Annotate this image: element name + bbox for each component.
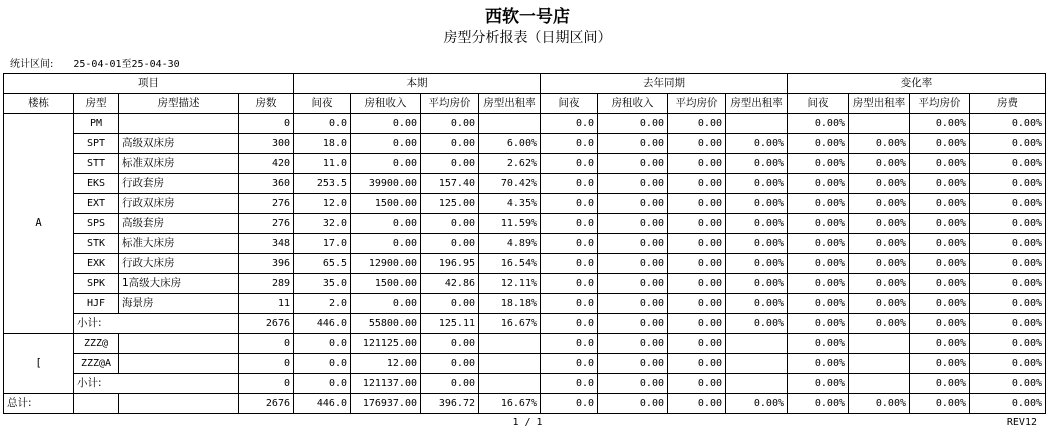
col-cur-avg: 平均房价 [421,94,479,114]
metric-cell: 0.00% [910,314,970,334]
metric-cell [479,334,541,354]
rooms-count: 0 [239,374,294,394]
metric-cell: 0.0 [541,174,598,194]
roomtype-desc: 高级套房 [119,214,239,234]
metric-cell: 35.0 [294,274,351,294]
metric-cell: 0.00% [970,334,1046,354]
metric-cell: 12.00 [351,354,421,374]
roomtype-code: EXK [74,254,119,274]
metric-cell: 396.72 [421,394,479,414]
metric-cell: 12.0 [294,194,351,214]
metric-cell: 0.00% [788,354,849,374]
metric-cell: 0.00 [598,254,668,274]
empty-cell [119,394,239,414]
table-row [4,134,1046,154]
metric-cell: 0.0 [541,254,598,274]
metric-cell: 0.00% [910,214,970,234]
roomtype-desc [119,354,239,374]
revision-label: REV12 [1006,417,1037,428]
roomtype-desc: 行政双床房 [119,194,239,214]
table-row [4,174,1046,194]
metric-cell: 17.0 [294,234,351,254]
metric-cell: 0.00% [726,174,788,194]
metric-cell: 0.00 [421,134,479,154]
metric-cell [479,114,541,134]
metric-cell: 0.00 [351,134,421,154]
metric-cell: 0.00% [910,274,970,294]
metric-cell: 0.00% [970,214,1046,234]
metric-cell: 0.00% [726,194,788,214]
metric-cell: 0.0 [541,314,598,334]
metric-cell: 0.00 [598,394,668,414]
metric-cell: 0.00% [726,154,788,174]
metric-cell [849,114,910,134]
metric-cell: 4.35% [479,194,541,214]
rooms-count: 0 [239,334,294,354]
metric-cell: 0.00 [668,314,726,334]
metric-cell: 0.0 [294,354,351,374]
metric-cell: 0.00% [910,254,970,274]
roomtype-desc: 标准双床房 [119,154,239,174]
metric-cell [726,374,788,394]
total-label: 总计: [4,394,74,414]
metric-cell: 0.00% [970,274,1046,294]
rooms-count: 289 [239,274,294,294]
metric-cell: 0.0 [541,374,598,394]
metric-cell: 0.00% [726,214,788,234]
metric-cell: 0.0 [541,394,598,414]
metric-cell: 0.00% [910,234,970,254]
col-cur-nights: 间夜 [294,94,351,114]
metric-cell: 0.00% [788,374,849,394]
metric-cell: 0.00% [726,234,788,254]
metric-cell: 0.00% [726,394,788,414]
metric-cell: 196.95 [421,254,479,274]
roomtype-code: STT [74,154,119,174]
metric-cell: 39900.00 [351,174,421,194]
roomtype-code: SPS [74,214,119,234]
metric-cell: 11.0 [294,154,351,174]
metric-cell: 0.0 [541,294,598,314]
metric-cell: 18.18% [479,294,541,314]
metric-cell [479,374,541,394]
table-row [4,114,1046,134]
rooms-count: 0 [239,114,294,134]
metric-cell: 0.00 [598,114,668,134]
rooms-count: 420 [239,154,294,174]
metric-cell: 16.67% [479,394,541,414]
table-row [4,354,1046,374]
metric-cell: 0.00% [849,234,910,254]
col-chg-avg: 平均房价 [910,94,970,114]
table-row [4,194,1046,214]
metric-cell: 0.00% [970,394,1046,414]
metric-cell: 65.5 [294,254,351,274]
roomtype-desc: 标准大床房 [119,234,239,254]
roomtype-desc: 1高级大床房 [119,274,239,294]
rooms-count: 300 [239,134,294,154]
metric-cell: 0.00% [788,334,849,354]
metric-cell: 0.0 [541,114,598,134]
metric-cell: 0.00% [910,194,970,214]
metric-cell: 0.00 [598,294,668,314]
metric-cell: 0.0 [541,234,598,254]
roomtype-desc: 行政套房 [119,174,239,194]
metric-cell: 0.00% [970,234,1046,254]
table-row [4,214,1046,234]
roomtype-code: SPK [74,274,119,294]
metric-cell: 157.40 [421,174,479,194]
col-cur-revenue: 房租收入 [351,94,421,114]
metric-cell: 0.00% [849,214,910,234]
metric-cell: 6.00% [479,134,541,154]
roomtype-desc [119,334,239,354]
metric-cell: 0.0 [541,354,598,374]
page-number: 1 / 1 [512,417,543,428]
metric-cell: 0.00% [788,394,849,414]
report-subtitle: 房型分析报表（日期区间） [443,30,612,46]
metric-cell: 0.0 [541,194,598,214]
metric-cell: 0.00 [598,354,668,374]
metric-cell: 121137.00 [351,374,421,394]
metric-cell: 0.00 [421,354,479,374]
metric-cell: 42.86 [421,274,479,294]
metric-cell: 0.00 [668,154,726,174]
metric-cell: 0.00% [849,254,910,274]
metric-cell: 0.00 [668,114,726,134]
subtotal-label: 小计: [74,374,239,394]
period-line [10,55,180,70]
metric-cell: 32.0 [294,214,351,234]
room-type-table [3,73,1046,414]
period-label: 统计区间: [10,59,54,70]
metric-cell: 0.00 [421,294,479,314]
metric-cell: 0.00% [910,154,970,174]
metric-cell: 0.00% [910,294,970,314]
metric-cell: 0.0 [541,134,598,154]
roomtype-code: EXT [74,194,119,214]
metric-cell: 0.0 [294,334,351,354]
metric-cell: 0.00% [726,274,788,294]
header-item: 项目 [4,74,294,94]
total-row [4,394,1046,414]
table-row [4,274,1046,294]
metric-cell: 55800.00 [351,314,421,334]
metric-cell: 125.00 [421,194,479,214]
metric-cell: 446.0 [294,314,351,334]
metric-cell: 0.00% [910,374,970,394]
col-ly-revenue: 房租收入 [598,94,668,114]
metric-cell: 12900.00 [351,254,421,274]
metric-cell: 0.00 [598,174,668,194]
metric-cell: 0.00 [351,154,421,174]
metric-cell [726,334,788,354]
rooms-count: 276 [239,214,294,234]
metric-cell: 0.00% [970,114,1046,134]
metric-cell: 0.00% [788,314,849,334]
metric-cell [726,114,788,134]
metric-cell: 0.00 [421,154,479,174]
metric-cell: 0.00% [726,134,788,154]
metric-cell: 0.00% [970,194,1046,214]
table-row [4,234,1046,254]
metric-cell: 16.54% [479,254,541,274]
metric-cell: 0.00 [421,374,479,394]
col-roomtype: 房型 [74,94,119,114]
metric-cell: 16.67% [479,314,541,334]
header-change: 变化率 [788,74,1046,94]
period-value: 25-04-01至25-04-30 [73,59,180,70]
col-ly-occ: 房型出租率 [726,94,788,114]
metric-cell: 18.0 [294,134,351,154]
metric-cell: 0.00 [421,114,479,134]
roomtype-desc [119,114,239,134]
metric-cell: 0.00% [970,134,1046,154]
metric-cell: 0.00% [788,114,849,134]
metric-cell: 0.00 [668,214,726,234]
subtotal-row [4,314,1046,334]
metric-cell: 0.00% [910,354,970,374]
col-chg-nights: 间夜 [788,94,849,114]
col-building: 楼栋 [4,94,74,114]
metric-cell: 0.00 [598,194,668,214]
metric-cell: 11.59% [479,214,541,234]
metric-cell: 0.00% [970,254,1046,274]
subtotal-row [4,374,1046,394]
metric-cell: 0.00 [351,294,421,314]
col-ly-avg: 平均房价 [668,94,726,114]
table-row [4,254,1046,274]
metric-cell: 0.00 [668,394,726,414]
metric-cell: 0.00% [910,334,970,354]
metric-cell: 0.00 [598,214,668,234]
metric-cell: 0.00 [668,294,726,314]
metric-cell: 12.11% [479,274,541,294]
metric-cell: 0.00 [421,214,479,234]
metric-cell: 0.00 [668,254,726,274]
metric-cell: 0.00% [970,154,1046,174]
metric-cell: 2.0 [294,294,351,314]
roomtype-desc: 海景房 [119,294,239,314]
metric-cell: 0.0 [541,154,598,174]
metric-cell: 446.0 [294,394,351,414]
metric-cell: 0.00% [970,314,1046,334]
roomtype-code: PM [74,114,119,134]
metric-cell: 0.0 [541,274,598,294]
metric-cell: 121125.00 [351,334,421,354]
metric-cell: 0.00% [726,254,788,274]
metric-cell: 0.00% [788,254,849,274]
metric-cell: 0.00 [598,274,668,294]
roomtype-code: SPT [74,134,119,154]
metric-cell: 1500.00 [351,194,421,214]
col-chg-occ: 房型出租率 [849,94,910,114]
metric-cell: 0.0 [294,374,351,394]
metric-cell: 0.00% [726,314,788,334]
rooms-count: 2676 [239,314,294,334]
roomtype-code: HJF [74,294,119,314]
metric-cell: 0.00% [849,294,910,314]
table-row [4,294,1046,314]
metric-cell: 70.42% [479,174,541,194]
metric-cell: 0.00% [849,314,910,334]
col-desc: 房型描述 [119,94,239,114]
col-cur-occ: 房型出租率 [479,94,541,114]
metric-cell: 0.00% [970,294,1046,314]
metric-cell [479,354,541,374]
building-cell: A [4,114,74,334]
metric-cell: 0.00 [668,274,726,294]
empty-cell [74,394,119,414]
metric-cell: 0.00 [668,374,726,394]
metric-cell [849,354,910,374]
report-title: 西软一号店 [485,7,570,27]
metric-cell: 0.00% [788,194,849,214]
metric-cell: 0.00 [598,334,668,354]
metric-cell: 0.00% [849,274,910,294]
metric-cell: 0.0 [541,214,598,234]
metric-cell: 0.00 [598,134,668,154]
metric-cell: 0.00 [668,354,726,374]
roomtype-desc: 行政大床房 [119,254,239,274]
metric-cell: 0.00 [668,194,726,214]
metric-cell: 0.00 [598,314,668,334]
metric-cell: 0.00 [351,214,421,234]
subtotal-label: 小计: [74,314,239,334]
metric-cell: 176937.00 [351,394,421,414]
roomtype-desc: 高级双床房 [119,134,239,154]
metric-cell [849,334,910,354]
metric-cell: 0.00% [970,354,1046,374]
metric-cell: 0.00% [910,174,970,194]
metric-cell: 0.00% [849,394,910,414]
metric-cell: 253.5 [294,174,351,194]
metric-cell: 4.89% [479,234,541,254]
metric-cell: 0.00 [668,234,726,254]
metric-cell: 0.00 [668,174,726,194]
roomtype-code: ZZZ@ [74,334,119,354]
table-row [4,334,1046,354]
metric-cell: 0.00 [421,234,479,254]
metric-cell: 0.0 [541,334,598,354]
metric-cell: 125.11 [421,314,479,334]
rooms-count: 276 [239,194,294,214]
roomtype-code: STK [74,234,119,254]
metric-cell: 0.00% [788,294,849,314]
col-chg-fee: 房费 [970,94,1046,114]
metric-cell: 0.00% [910,134,970,154]
metric-cell: 0.00% [788,174,849,194]
rooms-count: 2676 [239,394,294,414]
metric-cell: 0.00% [788,214,849,234]
header-group-row [4,74,1046,94]
metric-cell [726,354,788,374]
metric-cell: 0.00% [788,234,849,254]
col-rooms: 房数 [239,94,294,114]
metric-cell [849,374,910,394]
rooms-count: 360 [239,174,294,194]
metric-cell: 0.00% [788,134,849,154]
metric-cell: 0.00% [726,294,788,314]
metric-cell: 0.00% [849,134,910,154]
roomtype-code: EKS [74,174,119,194]
metric-cell: 0.00% [849,154,910,174]
metric-cell: 0.00% [910,114,970,134]
metric-cell: 0.00% [910,394,970,414]
table-row [4,154,1046,174]
metric-cell: 0.00 [598,154,668,174]
metric-cell: 2.62% [479,154,541,174]
header-column-row [4,94,1046,114]
rooms-count: 0 [239,354,294,374]
metric-cell: 0.00% [788,274,849,294]
metric-cell: 0.00 [668,134,726,154]
metric-cell: 0.00% [970,174,1046,194]
metric-cell: 0.00 [598,234,668,254]
metric-cell: 0.00 [598,374,668,394]
header-lastyear: 去年同期 [541,74,788,94]
col-ly-nights: 间夜 [541,94,598,114]
metric-cell: 0.0 [294,114,351,134]
metric-cell: 0.00% [849,174,910,194]
metric-cell: 0.00 [421,334,479,354]
building-cell: [ [4,334,74,394]
metric-cell: 0.00 [351,114,421,134]
metric-cell: 0.00% [849,194,910,214]
metric-cell: 0.00% [788,154,849,174]
metric-cell: 0.00% [970,374,1046,394]
rooms-count: 11 [239,294,294,314]
rooms-count: 396 [239,254,294,274]
rooms-count: 348 [239,234,294,254]
metric-cell: 1500.00 [351,274,421,294]
metric-cell: 0.00 [351,234,421,254]
metric-cell: 0.00 [668,334,726,354]
roomtype-code: ZZZ@A [74,354,119,374]
header-current: 本期 [294,74,541,94]
